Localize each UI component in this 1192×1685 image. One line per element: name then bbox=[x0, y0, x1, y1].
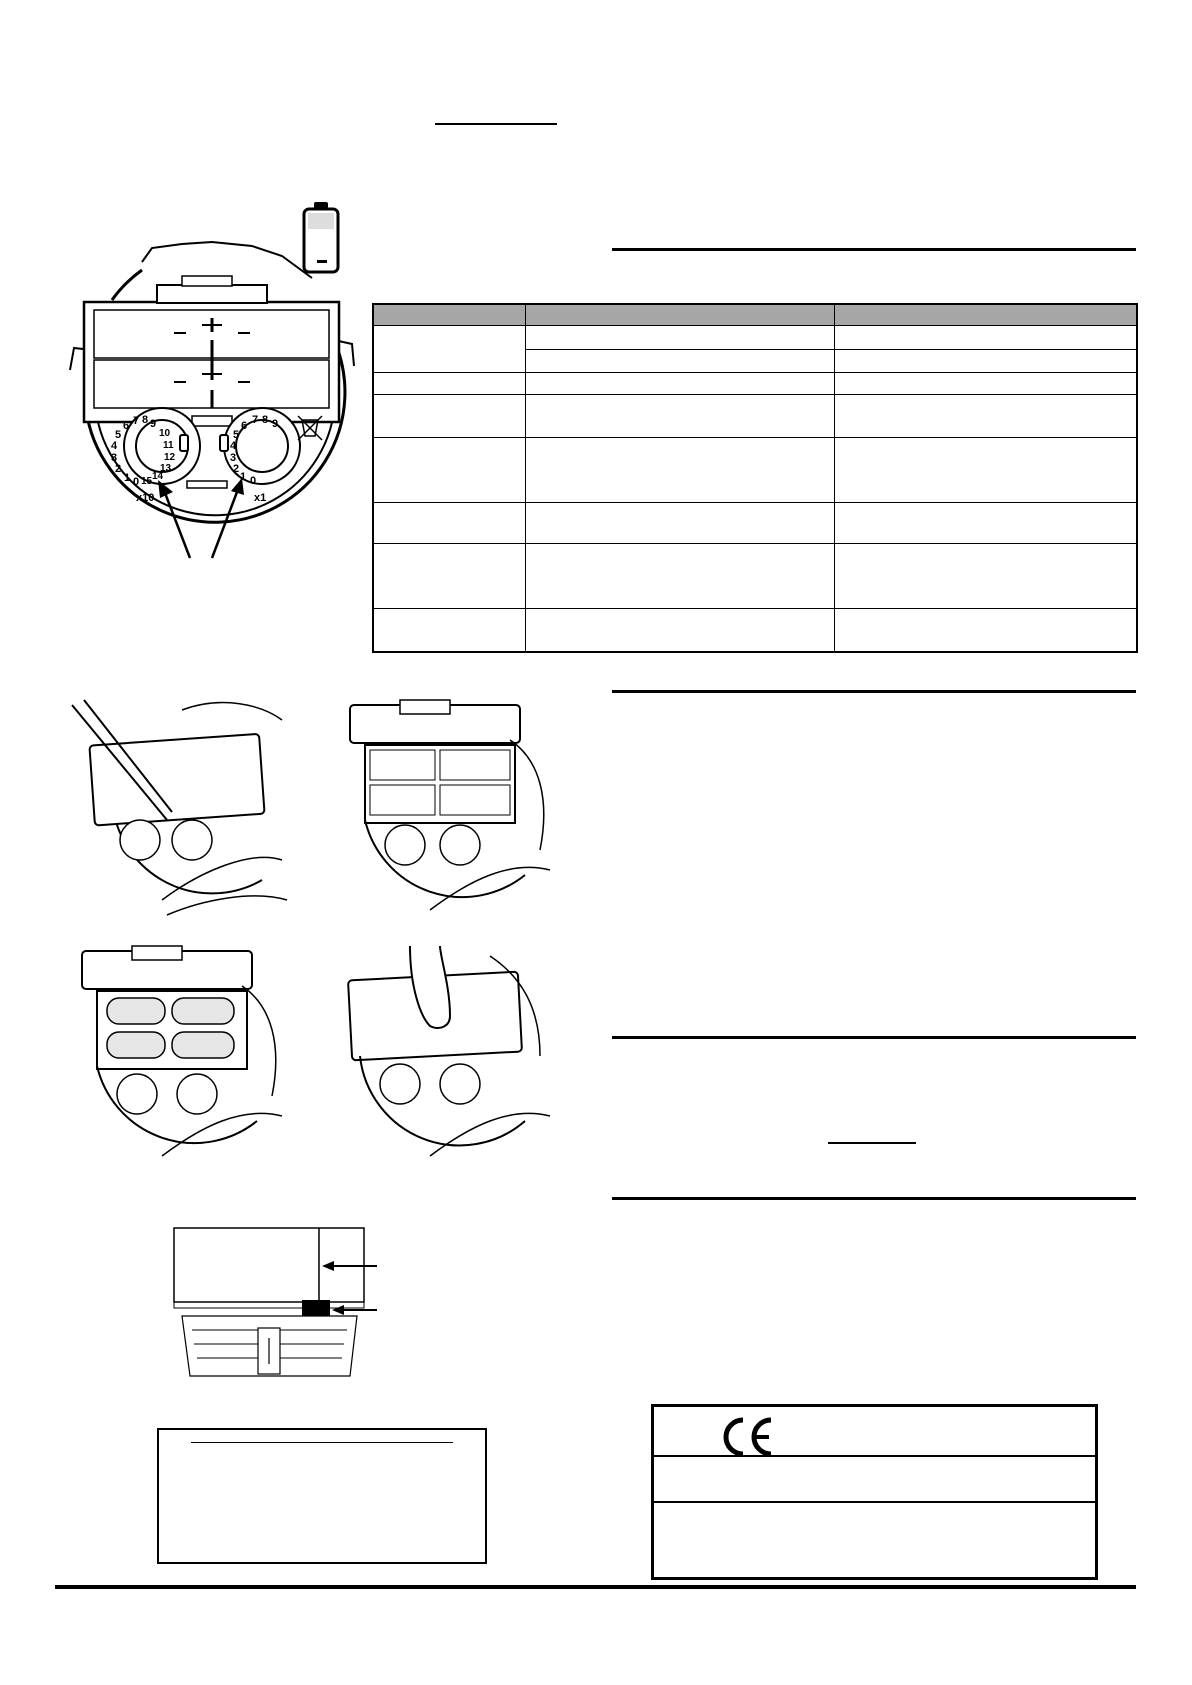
dial-right-digit-8: 8 bbox=[262, 414, 269, 426]
section-rule-2 bbox=[612, 690, 1136, 693]
dial-left-digit-15: 15 bbox=[141, 476, 153, 487]
dial-right-digit-0: 0 bbox=[250, 475, 257, 487]
spec-table bbox=[372, 303, 1138, 653]
step-2-open-compartment-illustration bbox=[340, 700, 560, 920]
dial-left-digit-7: 7 bbox=[133, 415, 140, 427]
dial-left-digit-2: 2 bbox=[115, 463, 122, 475]
dial-left-scale-label: x10 bbox=[136, 492, 155, 504]
step-4-close-cover-illustration bbox=[340, 946, 560, 1166]
certification-box bbox=[651, 1404, 1098, 1580]
table-row bbox=[373, 438, 1137, 503]
note-box-rule bbox=[191, 1442, 453, 1443]
dial-right-digit-3: 3 bbox=[230, 452, 237, 464]
ce-mark-icon bbox=[719, 1417, 775, 1457]
dial-left-digit-9: 9 bbox=[150, 418, 157, 430]
dial-right-digit-6: 6 bbox=[241, 420, 248, 432]
certification-row-divider-2 bbox=[654, 1501, 1095, 1503]
dial-left-digit-8: 8 bbox=[142, 414, 149, 426]
inline-underline bbox=[828, 1142, 916, 1144]
dial-right-scale-label: x1 bbox=[254, 492, 267, 504]
table-header-row bbox=[373, 304, 1137, 326]
dial-left-digit-10: 10 bbox=[159, 428, 171, 439]
dial-left-digit-12: 12 bbox=[164, 452, 176, 463]
dial-left-digit-1: 1 bbox=[124, 472, 131, 484]
table-row bbox=[373, 373, 1137, 395]
dial-right-digit-9: 9 bbox=[272, 418, 279, 430]
note-box bbox=[157, 1428, 487, 1564]
dial-left-digit-5: 5 bbox=[115, 429, 122, 441]
step-1-open-cover-illustration bbox=[72, 700, 292, 920]
section-rule-specs bbox=[612, 248, 1136, 251]
table-row bbox=[373, 544, 1137, 609]
step-3-insert-batteries-illustration bbox=[72, 946, 292, 1166]
footer-rule bbox=[55, 1585, 1136, 1589]
detector-side-view-diagram bbox=[172, 1226, 402, 1376]
dial-left-digit-3: 3 bbox=[111, 452, 118, 464]
dial-left-digit-6: 6 bbox=[123, 420, 130, 432]
dial-left-digit-14: 14 bbox=[152, 471, 164, 482]
dial-left-digit-4: 4 bbox=[111, 440, 118, 452]
table-row bbox=[373, 395, 1137, 438]
dial-left-digit-0: 0 bbox=[133, 476, 140, 488]
table-row bbox=[373, 326, 1137, 350]
table-row bbox=[373, 503, 1137, 544]
dial-left-digit-11: 11 bbox=[163, 440, 174, 451]
dial-right-digit-7: 7 bbox=[252, 414, 259, 426]
section-rule-3 bbox=[612, 1036, 1136, 1039]
title-underline bbox=[435, 123, 557, 125]
dial-right-digit-4: 4 bbox=[230, 440, 237, 452]
certification-row-divider-1 bbox=[654, 1455, 1095, 1457]
section-rule-4 bbox=[612, 1197, 1136, 1200]
table-row bbox=[373, 609, 1137, 653]
detector-base-diagram bbox=[62, 240, 362, 570]
dial-right-digit-2: 2 bbox=[233, 463, 240, 475]
dial-right-digit-1: 1 bbox=[240, 471, 247, 483]
dial-left-digit-13: 13 bbox=[160, 463, 172, 474]
dial-right-digit-5: 5 bbox=[233, 429, 240, 441]
